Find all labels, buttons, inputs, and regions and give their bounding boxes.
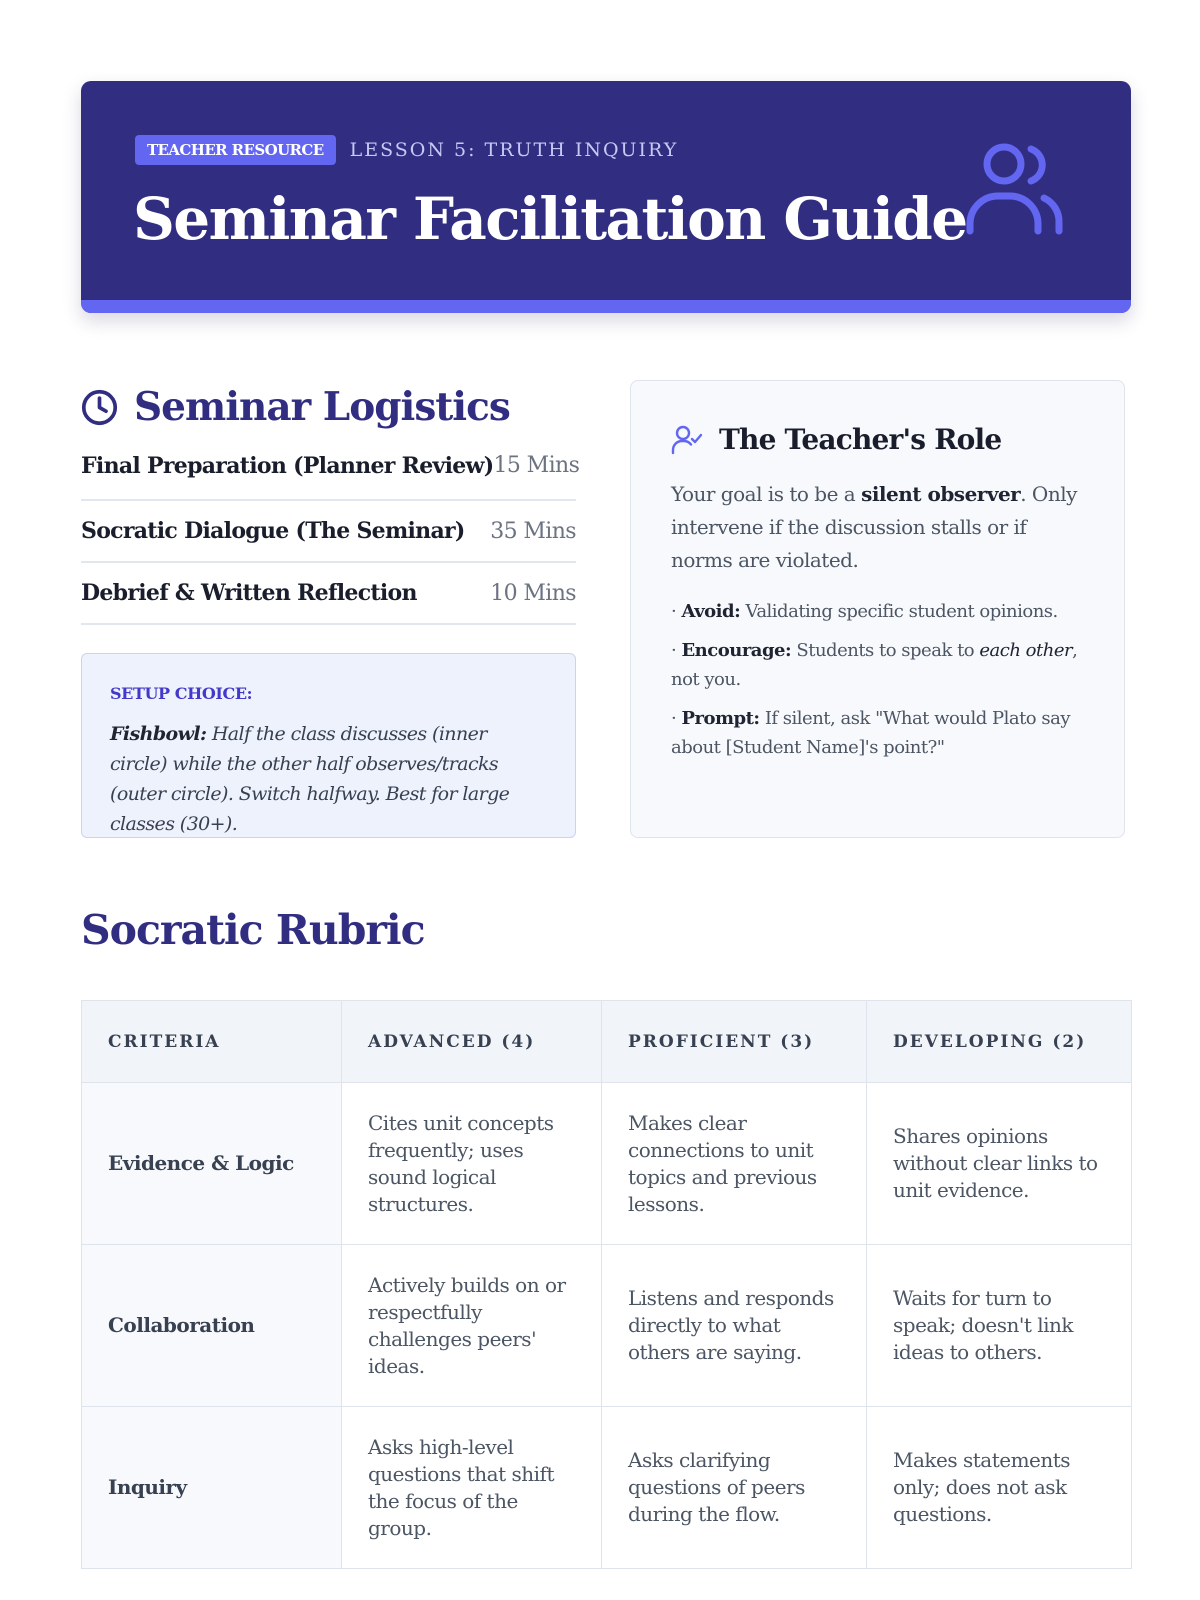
banner-accent-bar <box>81 300 1131 313</box>
table-row <box>82 1245 1132 1407</box>
intro-emphasis: silent observer <box>861 482 1021 506</box>
bullet-text: Students to speak to <box>796 640 975 661</box>
criteria-cell: Inquiry <box>82 1407 342 1569</box>
setup-term: Fishbowl: <box>110 723 207 745</box>
teacher-role-card <box>630 380 1125 838</box>
teacher-role-intro <box>671 478 1084 577</box>
clock-icon <box>81 389 118 426</box>
bullet-emphasis: each other <box>979 640 1073 661</box>
list-item: · Encourage: Students to speak to each other, not you. <box>671 640 1078 690</box>
user-check-icon <box>671 424 703 456</box>
teacher-role-header <box>671 423 1084 456</box>
intro-text: Your goal is to be a <box>671 482 856 506</box>
bullet-term: Avoid: <box>681 601 741 622</box>
list-item: · Prompt: If silent, ask "What would Plato say about [Student Name]'s point?" <box>671 708 1071 758</box>
bullet-text-rest: , not you. <box>671 640 1078 690</box>
column-header: PROFICIENT (3) <box>602 1001 867 1083</box>
setup-choice-box <box>81 653 576 838</box>
header-kicker <box>135 135 678 165</box>
lesson-label: LESSON 5: TRUTH INQUIRY <box>349 139 679 161</box>
resource-badge: TEACHER RESOURCE <box>135 135 336 165</box>
schedule-label: Final Preparation (Planner Review) <box>81 453 494 479</box>
logistics-header <box>81 384 510 430</box>
schedule-list <box>81 453 580 625</box>
schedule-label: Socratic Dialogue (The Seminar) <box>81 518 465 544</box>
logistics-title: Seminar Logistics <box>134 384 510 430</box>
column-header: ADVANCED (4) <box>342 1001 602 1083</box>
bullet-term: Encourage: <box>681 640 792 661</box>
schedule-row <box>81 563 576 625</box>
setup-label: SETUP CHOICE: <box>110 684 253 703</box>
page-title: Seminar Facilitation Guide <box>133 185 967 253</box>
intro-text-rest: . Only intervene if the discussion stalls or if norms are violated. <box>671 482 1077 572</box>
advanced-cell: Actively builds on or respectfully challenges peers' ideas. <box>342 1245 602 1407</box>
list-item: · Avoid: Validating specific student opinions. <box>671 601 1058 622</box>
users-icon <box>964 143 1064 243</box>
bullet-term: Prompt: <box>681 708 760 729</box>
proficient-cell: Makes clear connections to unit topics and previous lessons. <box>602 1083 867 1245</box>
developing-cell: Waits for turn to speak; doesn't link ideas to others. <box>867 1245 1132 1407</box>
table-header-row <box>82 1001 1132 1083</box>
column-header: DEVELOPING (2) <box>867 1001 1132 1083</box>
criteria-cell: Evidence & Logic <box>82 1083 342 1245</box>
setup-text <box>110 719 547 839</box>
bullet-text: Validating specific student opinions. <box>745 601 1058 622</box>
header-banner <box>81 81 1131 313</box>
schedule-time: 15 Mins <box>493 453 580 478</box>
teacher-role-list <box>671 597 1084 762</box>
advanced-cell: Asks high-level questions that shift the focus of the group. <box>342 1407 602 1569</box>
rubric-table <box>81 1000 1132 1569</box>
criteria-cell: Collaboration <box>82 1245 342 1407</box>
column-header: CRITERIA <box>82 1001 342 1083</box>
table-row <box>82 1407 1132 1569</box>
proficient-cell: Listens and responds directly to what others are saying. <box>602 1245 867 1407</box>
schedule-row <box>81 453 580 501</box>
setup-description: Half the class discusses (inner circle) while the other half observes/tracks (outer circle). Switch halfway. Best for large classes (30+). <box>110 723 510 835</box>
schedule-time: 35 Mins <box>490 518 576 544</box>
schedule-label: Debrief & Written Reflection <box>81 580 417 606</box>
schedule-row <box>81 501 576 563</box>
rubric-title: Socratic Rubric <box>81 906 425 954</box>
developing-cell: Shares opinions without clear links to unit evidence. <box>867 1083 1132 1245</box>
schedule-time: 10 Mins <box>490 580 576 606</box>
teacher-role-title: The Teacher's Role <box>719 423 1002 456</box>
proficient-cell: Asks clarifying questions of peers during the flow. <box>602 1407 867 1569</box>
advanced-cell: Cites unit concepts frequently; uses sound logical structures. <box>342 1083 602 1245</box>
table-row <box>82 1083 1132 1245</box>
bullet-text: If silent, ask "What would Plato say about [Student Name]'s point?" <box>671 708 1071 758</box>
developing-cell: Makes statements only; does not ask questions. <box>867 1407 1132 1569</box>
